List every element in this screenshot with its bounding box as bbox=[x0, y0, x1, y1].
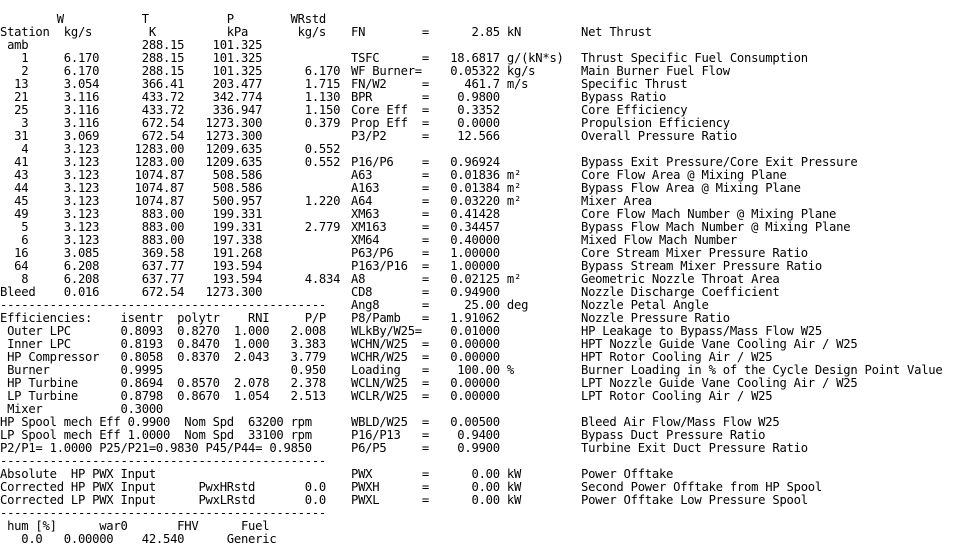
performance-value-line-18: P163/P16 = 1.00000 bbox=[351, 259, 500, 273]
performance-description-line-2: Thrust Specific Fuel Consumption bbox=[581, 51, 808, 65]
performance-description-line-14: Core Flow Mach Number @ Mixing Plane bbox=[581, 207, 837, 221]
performance-value-line-13: A64 = 0.03220 m² bbox=[351, 194, 522, 208]
station-table-line-15: 49 3.123 883.00 199.331 bbox=[0, 207, 263, 221]
station-table-line-10: 4 3.123 1283.00 1209.635 0.552 bbox=[0, 142, 341, 156]
performance-value-line-28: WCLR/W25 = 0.00000 bbox=[351, 389, 500, 403]
station-table-line-39: hum [%] war0 FHV Fuel bbox=[0, 519, 270, 533]
station-table-line-7: 25 3.116 433.72 336.947 1.150 bbox=[0, 103, 341, 117]
station-table-line-5: 13 3.054 366.41 203.477 1.715 bbox=[0, 77, 341, 91]
station-table-line-13: 44 3.123 1074.87 508.586 bbox=[0, 181, 263, 195]
station-table-line-22: ---------------------------------------------- bbox=[0, 298, 327, 312]
station-table-line-32: LP Spool mech Eff 1.0000 Nom Spd 33100 rpm bbox=[0, 428, 312, 442]
station-table-line-28: HP Turbine 0.8694 0.8570 2.078 2.378 bbox=[0, 376, 327, 390]
performance-value-line-25: WCHR/W25 = 0.00000 bbox=[351, 350, 500, 364]
performance-value-line-2: TSFC = 18.6817 g/(kN*s) bbox=[351, 51, 564, 65]
station-table-line-9: 31 3.069 672.54 1273.300 bbox=[0, 129, 263, 143]
station-table-line-29: LP Turbine 0.8798 0.8670 1.054 2.513 bbox=[0, 389, 327, 403]
performance-value-line-34: PWX = 0.00 kW bbox=[351, 467, 522, 481]
performance-description-line-28: LPT Rotor Cooling Air / W25 bbox=[581, 389, 773, 403]
station-table-line-34: ---------------------------------------------- bbox=[0, 454, 327, 468]
station-table-line-26: HP Compressor 0.8058 0.8370 2.043 3.779 bbox=[0, 350, 327, 364]
performance-description-line-21: Nozzle Petal Angle bbox=[581, 298, 709, 312]
performance-description-line-31: Bypass Duct Pressure Ratio bbox=[581, 428, 766, 442]
performance-value-line-23: WLkBy/W25= 0.01000 bbox=[351, 324, 500, 338]
performance-value-line-19: A8 = 0.02125 m² bbox=[351, 272, 522, 286]
performance-value-line-26: Loading = 100.00 % bbox=[351, 363, 515, 377]
station-table-line-11: 41 3.123 1283.00 1209.635 0.552 bbox=[0, 155, 341, 169]
performance-description-line-19: Geometric Nozzle Throat Area bbox=[581, 272, 780, 286]
station-table-line-40: 0.0 0.00000 42.540 Generic bbox=[0, 532, 277, 546]
station-table-line-18: 16 3.085 369.58 191.268 bbox=[0, 246, 263, 260]
performance-description-line-23: HP Leakage to Bypass/Mass Flow W25 bbox=[581, 324, 822, 338]
station-table-line-38: ---------------------------------------------- bbox=[0, 506, 327, 520]
performance-description-line-30: Bleed Air Flow/Mass Flow W25 bbox=[581, 415, 780, 429]
performance-description-line-0: Net Thrust bbox=[581, 25, 652, 39]
performance-value-line-30: WBLD/W25 = 0.00500 bbox=[351, 415, 500, 429]
station-table-line-0: W T P WRstd bbox=[0, 12, 327, 26]
performance-description-line-26: Burner Loading in % of the Cycle Design Point Value bbox=[581, 363, 943, 377]
station-table-line-31: HP Spool mech Eff 0.9900 Nom Spd 63200 rpm bbox=[0, 415, 312, 429]
station-table-line-4: 2 6.170 288.15 101.325 6.170 bbox=[0, 64, 341, 78]
performance-value-line-17: P63/P6 = 1.00000 bbox=[351, 246, 500, 260]
station-table-line-20: 8 6.208 637.77 193.594 4.834 bbox=[0, 272, 341, 286]
performance-description-line-32: Turbine Exit Duct Pressure Ratio bbox=[581, 441, 808, 455]
performance-description-line-15: Bypass Flow Mach Number @ Mixing Plane bbox=[581, 220, 851, 234]
performance-value-line-35: PWXH = 0.00 kW bbox=[351, 480, 522, 494]
station-table-line-17: 6 3.123 883.00 197.338 bbox=[0, 233, 263, 247]
performance-value-line-27: WCLN/W25 = 0.00000 bbox=[351, 376, 500, 390]
station-table-line-37: Corrected LP PWX Input PwxLRstd 0.0 bbox=[0, 493, 327, 507]
station-table-line-30: Mixer 0.3000 bbox=[0, 402, 164, 416]
performance-description-line-35: Second Power Offtake from HP Spool bbox=[581, 480, 822, 494]
performance-value-line-22: P8/Pamb = 1.91062 bbox=[351, 311, 500, 325]
performance-description-line-27: LPT Nozzle Guide Vane Cooling Air / W25 bbox=[581, 376, 858, 390]
station-table-line-6: 21 3.116 433.72 342.774 1.130 bbox=[0, 90, 341, 104]
performance-description-line-16: Mixed Flow Mach Number bbox=[581, 233, 737, 247]
station-table-line-19: 64 6.208 637.77 193.594 bbox=[0, 259, 263, 273]
performance-value-line-7: Prop Eff = 0.0000 bbox=[351, 116, 500, 130]
performance-value-line-14: XM63 = 0.41428 bbox=[351, 207, 500, 221]
performance-description-line-5: Bypass Ratio bbox=[581, 90, 667, 104]
performance-description-line-6: Core Efficiency bbox=[581, 103, 688, 117]
performance-value-line-36: PWXL = 0.00 kW bbox=[351, 493, 522, 507]
performance-description-line-3: Main Burner Fuel Flow bbox=[581, 64, 730, 78]
station-table-line-36: Corrected HP PWX Input PwxHRstd 0.0 bbox=[0, 480, 327, 494]
station-table-line-8: 3 3.116 672.54 1273.300 0.379 bbox=[0, 116, 341, 130]
performance-value-line-31: P16/P13 = 0.9400 bbox=[351, 428, 500, 442]
performance-description-line-4: Specific Thrust bbox=[581, 77, 688, 91]
performance-value-line-16: XM64 = 0.40000 bbox=[351, 233, 500, 247]
performance-description-line-18: Bypass Stream Mixer Pressure Ratio bbox=[581, 259, 822, 273]
station-table-line-24: Outer LPC 0.8093 0.8270 1.000 2.008 bbox=[0, 324, 327, 338]
performance-description-line-22: Nozzle Pressure Ratio bbox=[581, 311, 730, 325]
performance-description-line-25: HPT Rotor Cooling Air / W25 bbox=[581, 350, 773, 364]
station-table-line-21: Bleed 0.016 672.54 1273.300 bbox=[0, 285, 263, 299]
station-table-line-25: Inner LPC 0.8193 0.8470 1.000 3.383 bbox=[0, 337, 327, 351]
station-table-line-3: 1 6.170 288.15 101.325 bbox=[0, 51, 263, 65]
performance-value-line-12: A163 = 0.01384 m² bbox=[351, 181, 522, 195]
performance-value-line-20: CD8 = 0.94900 bbox=[351, 285, 500, 299]
performance-description-line-12: Bypass Flow Area @ Mixing Plane bbox=[581, 181, 801, 195]
station-table-line-16: 5 3.123 883.00 199.331 2.779 bbox=[0, 220, 341, 234]
performance-description-line-36: Power Offtake Low Pressure Spool bbox=[581, 493, 808, 507]
station-table-line-23: Efficiencies: isentr polytr RNI P/P bbox=[0, 311, 327, 325]
performance-value-line-0: FN = 2.85 kN bbox=[351, 25, 522, 39]
performance-description-line-10: Bypass Exit Pressure/Core Exit Pressure bbox=[581, 155, 858, 169]
station-table-line-33: P2/P1= 1.0000 P25/P21=0.9830 P45/P44= 0.9850 bbox=[0, 441, 312, 455]
station-table-line-14: 45 3.123 1074.87 500.957 1.220 bbox=[0, 194, 341, 208]
performance-value-line-8: P3/P2 = 12.566 bbox=[351, 129, 500, 143]
performance-description-line-20: Nozzle Discharge Coefficient bbox=[581, 285, 780, 299]
performance-value-line-5: BPR = 0.9800 bbox=[351, 90, 500, 104]
performance-value-line-10: P16/P6 = 0.96924 bbox=[351, 155, 500, 169]
performance-description-line-11: Core Flow Area @ Mixing Plane bbox=[581, 168, 787, 182]
performance-value-line-4: FN/W2 = 461.7 m/s bbox=[351, 77, 529, 91]
performance-value-line-11: A63 = 0.01836 m² bbox=[351, 168, 522, 182]
performance-value-line-3: WF Burner= 0.05322 kg/s bbox=[351, 64, 536, 78]
station-table-line-35: Absolute HP PWX Input bbox=[0, 467, 156, 481]
performance-value-line-24: WCHN/W25 = 0.00000 bbox=[351, 337, 500, 351]
performance-value-line-21: Ang8 = 25.00 deg bbox=[351, 298, 529, 312]
station-table-line-12: 43 3.123 1074.87 508.586 bbox=[0, 168, 263, 182]
performance-description-line-13: Mixer Area bbox=[581, 194, 652, 208]
station-table-line-27: Burner 0.9995 0.950 bbox=[0, 363, 327, 377]
station-table-line-1: Station kg/s K kPa kg/s bbox=[0, 25, 327, 39]
performance-description-line-17: Core Stream Mixer Pressure Ratio bbox=[581, 246, 808, 260]
performance-description-line-34: Power Offtake bbox=[581, 467, 674, 481]
performance-value-line-15: XM163 = 0.34457 bbox=[351, 220, 500, 234]
station-table-line-2: amb 288.15 101.325 bbox=[0, 38, 263, 52]
performance-value-line-6: Core Eff = 0.3352 bbox=[351, 103, 500, 117]
performance-value-line-32: P6/P5 = 0.9900 bbox=[351, 441, 500, 455]
performance-description-line-24: HPT Nozzle Guide Vane Cooling Air / W25 bbox=[581, 337, 858, 351]
performance-description-line-8: Overall Pressure Ratio bbox=[581, 129, 737, 143]
performance-description-line-7: Propulsion Efficiency bbox=[581, 116, 730, 130]
